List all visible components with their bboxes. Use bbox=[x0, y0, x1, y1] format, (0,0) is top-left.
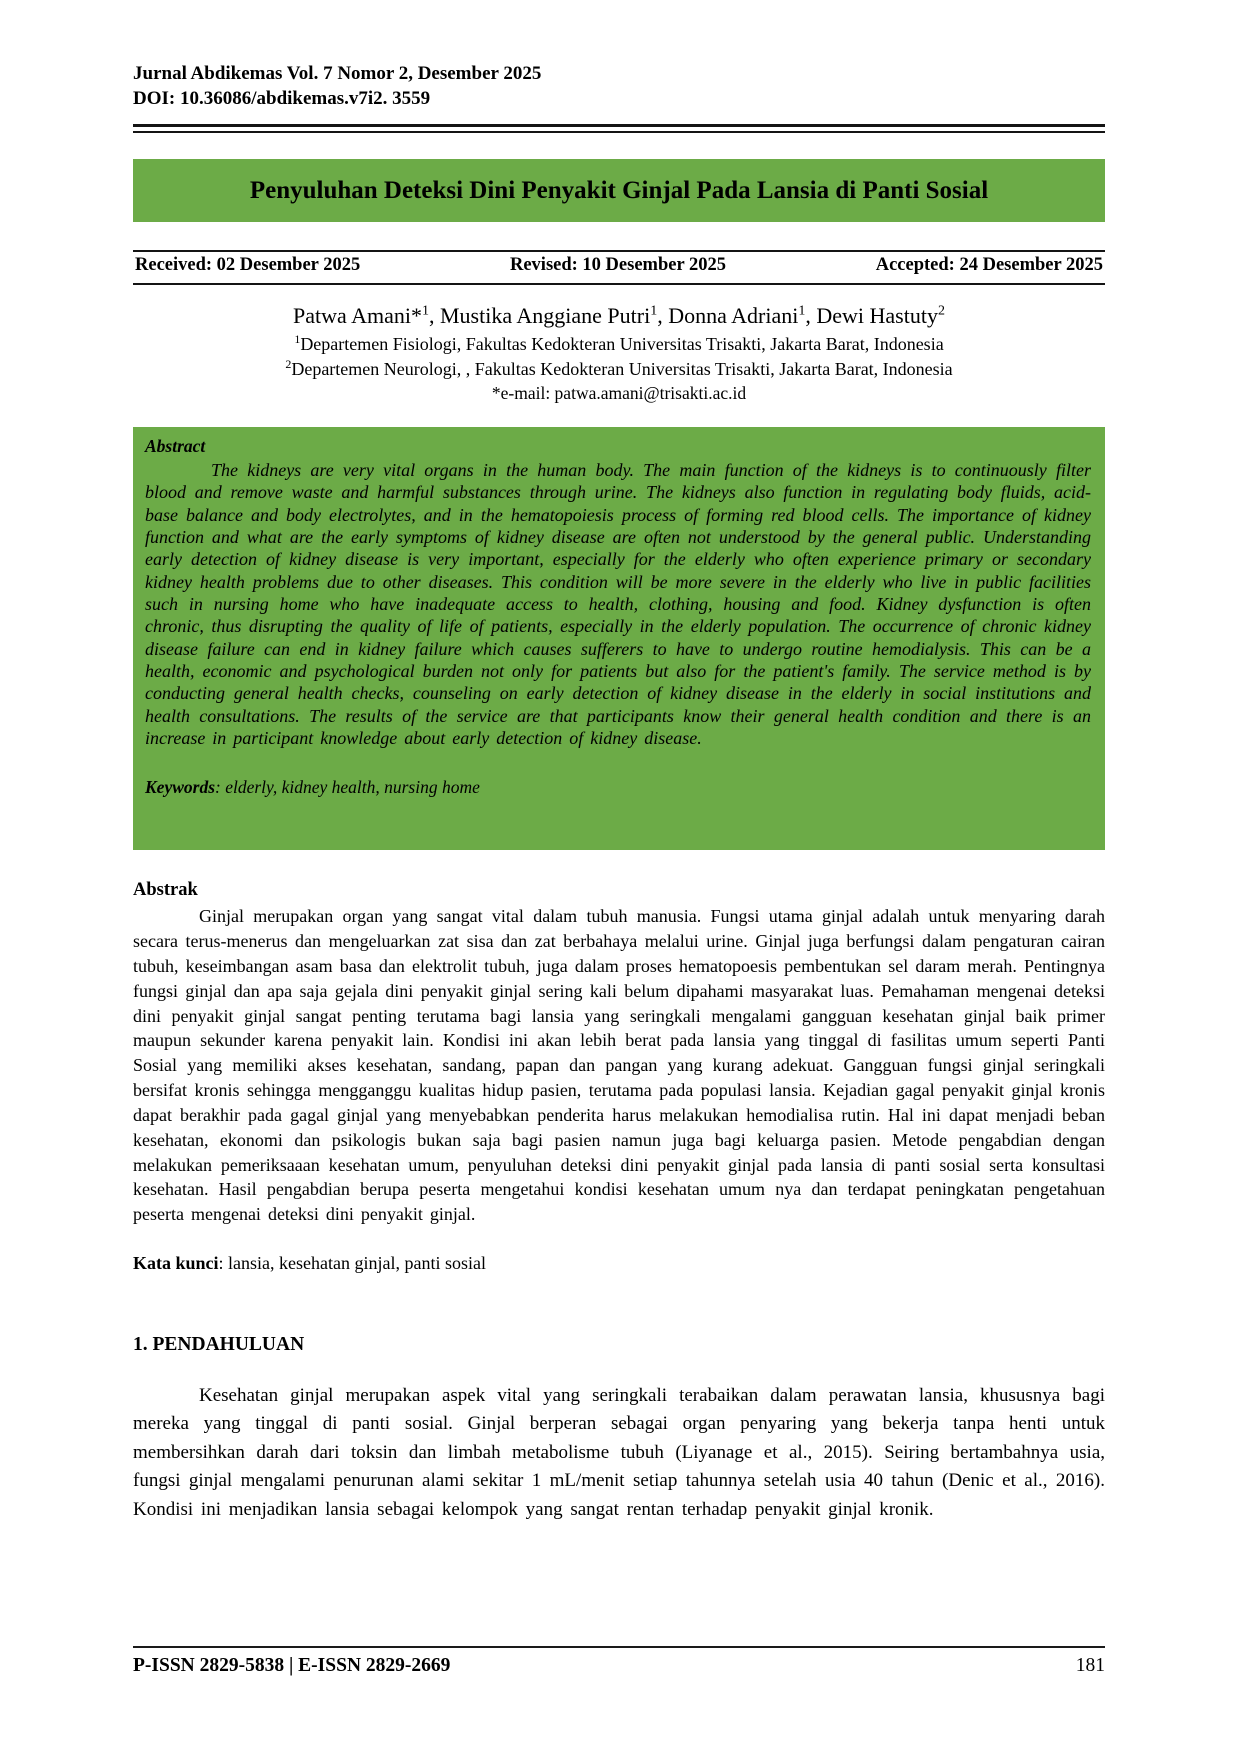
issn-text: P-ISSN 2829-5838 | E-ISSN 2829-2669 bbox=[133, 1655, 451, 1676]
keywords-text: : elderly, kidney health, nursing home bbox=[215, 777, 480, 798]
abstract-body: The kidneys are very vital organs in the human body. The main function of the kidneys is to continuously filter blood and remove waste and harmful substances through urine. The kidneys also function in regulating body fluids, acid-base balance and body electrolytes, and in the hematopoiesis process of forming red blood cells. The importance of kidney function and what are the early symptoms of kidney disease are often not understood by the general public. Understanding early detection of kidney disease is very important, especially for the elderly who often experience primary or secondary kidney health problems due to other diseases. This condition will be more severe in the elderly who live in public facilities such in nursing home who have inadequate access to health, clothing, housing and food. Kidney dysfunction is often chronic, thus disrupting the quality of life of patients, especially in the elderly population. The occurrence of chronic kidney disease failure can end in kidney failure which causes sufferers to have to undergo routine hemodialysis. This can be a health, economic and psychological burden not only for patients but also for the patient's family. The service method is by conducting general health checks, counseling on early detection of kidney disease in the elderly in social institutions and health consultations. The results of the service are that participants know their general health condition and there is an increase in participant knowledge about early detection of kidney disease. bbox=[145, 460, 1091, 748]
header-divider bbox=[133, 124, 1105, 133]
kata-kunci-line bbox=[133, 1253, 1105, 1274]
author: Patwa Amani*$^1$, bbox=[293, 303, 440, 329]
affiliation-sup: 1 bbox=[294, 332, 301, 347]
section-body: Kesehatan ginjal merupakan aspek vital yang seringkali terabaikan dalam perawatan lansia, khususnya bagi mereka yang tinggal di panti sosial. Ginjal berperan sebagai organ penyaring yang bekerja tanpa henti untuk membersihkan darah dari toksin dan limbah metabolisme tubuh (Liyanage et al., 2015). Seiring bertambahnya usia, fungsi ginjal mengalami penurunan alami sekitar 1 mL/menit setiap tahunnya setelah usia 40 tahun (Denic et al., 2016). Kondisi ini menjadikan lansia sebagai kelompok yang sangat rentan terhadap penyakit ginjal kronik. bbox=[133, 1384, 1105, 1520]
article-title: Penyuluhan Deteksi Dini Penyakit Ginjal Pada Lansia di Panti Sosial bbox=[249, 176, 989, 204]
author-sup: 1 bbox=[798, 304, 806, 320]
abstract-label: Abstract bbox=[145, 436, 206, 457]
keywords-label: Keywords bbox=[145, 777, 215, 798]
author-sup: 2 bbox=[937, 304, 945, 320]
author: Donna Adriani$^1$, bbox=[668, 303, 817, 329]
abstract-box bbox=[133, 427, 1105, 850]
kata-kunci-text: : lansia, kesehatan ginjal, panti sosial bbox=[218, 1252, 486, 1273]
dates-bar bbox=[133, 250, 1105, 285]
abstrak-heading: Abstrak bbox=[133, 880, 198, 901]
page-number: 181 bbox=[1075, 1655, 1105, 1676]
affiliation-sup: 2 bbox=[285, 357, 292, 372]
affiliation-text: Departemen Fisiologi, Fakultas Kedokteran Universitas Trisakti, Jakarta Barat, Indonesia bbox=[300, 334, 944, 355]
page-header bbox=[133, 62, 1105, 111]
affiliation-line bbox=[133, 331, 1105, 356]
journal-title-line: Jurnal Abdikemas Vol. 7 Nomor 2, Desember 2025 bbox=[133, 63, 542, 84]
authors-line bbox=[133, 301, 1105, 331]
affiliation-line bbox=[133, 356, 1105, 381]
title-banner bbox=[133, 159, 1105, 222]
author-sup: 1 bbox=[421, 304, 429, 320]
page-content bbox=[133, 0, 1105, 1524]
kata-kunci-label: Kata kunci bbox=[133, 1252, 219, 1273]
author-sup: 1 bbox=[650, 304, 658, 320]
page-footer bbox=[133, 1646, 1105, 1677]
author: Dewi Hastuty$^2$ bbox=[816, 303, 945, 329]
email-line: *e-mail: patwa.amani@trisakti.ac.id bbox=[491, 382, 747, 403]
keywords-line bbox=[145, 777, 1091, 798]
doi-line: DOI: 10.36086/abdikemas.v7i2. 3559 bbox=[133, 87, 431, 109]
section-heading: 1. PENDAHULUAN bbox=[133, 1333, 305, 1355]
received-date: Received: 02 Desember 2025 bbox=[135, 255, 361, 276]
revised-date: Revised: 10 Desember 2025 bbox=[509, 255, 726, 276]
author: Mustika Anggiane Putri$^1$, bbox=[439, 303, 669, 329]
affiliation-text: Departemen Neurologi, , Fakultas Kedokteran Universitas Trisakti, Jakarta Barat, Indonesia bbox=[291, 359, 953, 380]
accepted-date: Accepted: 24 Desember 2025 bbox=[875, 255, 1103, 276]
abstrak-body: Ginjal merupakan organ yang sangat vital dalam tubuh manusia. Fungsi utama ginjal adalah untuk menyaring darah secara terus-menerus dan mengeluarkan zat sisa dan zat berbahaya melalui urine. Ginjal juga berfungsi dalam pengaturan cairan tubuh, keseimbangan asam basa dan elektrolit tubuh, juga dalam proses hematopoesis pembentukan sel daram merah. Pentingnya fungsi ginjal dan apa saja gejala dini penyakit ginjal sering kali belum dipahami masyarakat luas. Pemahaman mengenai deteksi dini penyakit ginjal sangat penting terutama bagi lansia yang seringkali mengalami gangguan kesehatan ginjal baik primer maupun sekunder karena penyakit lain. Kondisi ini akan lebih berat pada lansia yang tinggal di fasilitas umum seperti Panti Sosial yang memiliki akses kesehatan, sandang, papan dan pangan yang kurang adekuat. Gangguan fungsi ginjal seringkali bersifat kronis sehingga mengganggu kualitas hidup pasien, terutama pada populasi lansia. Kejadian gagal penyakit ginjal kronis dapat berakhir pada gagal ginjal yang menyebabkan penderita harus melakukan hemodialisa rutin. Hal ini dapat menjadi beban kesehatan, ekonomi dan psikologis bukan saja bagi pasien namun juga bagi keluarga pasien. Metode pengabdian dengan melakukan pemeriksaaan kesehatan umum, penyuluhan deteksi dini penyakit ginjal pada lansia di panti sosial serta konsultasi kesehatan. Hasil pengabdian berupa peserta mengetahui kondisi kesehatan umum nya dan terdapat peningkatan pengetahuan peserta mengenai deteksi dini penyakit ginjal. bbox=[133, 906, 1105, 1225]
